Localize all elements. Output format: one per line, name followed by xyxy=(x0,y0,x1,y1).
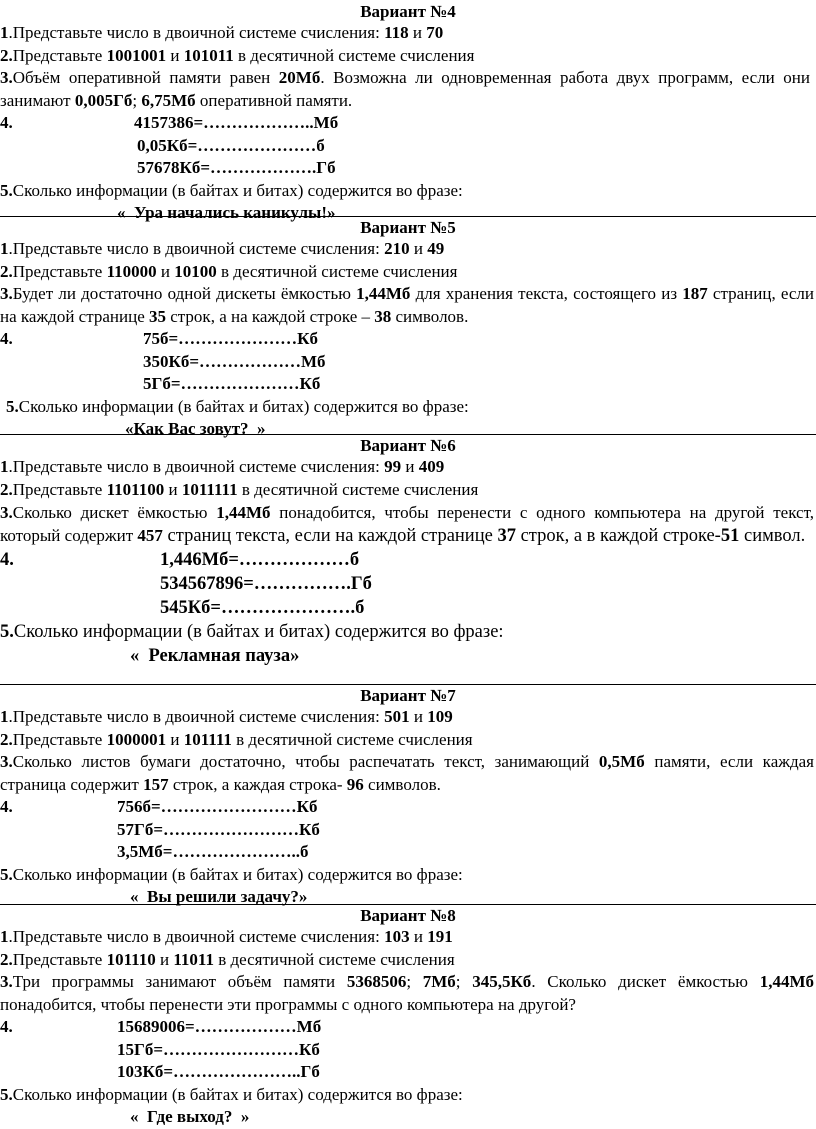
task-4 xyxy=(0,328,816,351)
number-b: 101111 xyxy=(183,729,232,749)
phrase-line xyxy=(0,1106,816,1129)
number-b: 70 xyxy=(426,23,444,42)
variant-title: Вариант №4 xyxy=(360,2,456,21)
task-text: Сколько информации (в байтах и битах) содержится во фразе: xyxy=(13,622,504,642)
task-text: Сколько информации (в байтах и битах) содержится во фразе: xyxy=(12,180,463,200)
task-1 xyxy=(0,22,816,45)
task-4-line-3 xyxy=(0,1061,816,1084)
conversion-item: 15689006=………………Мб xyxy=(117,1017,322,1036)
task-text: .Представьте число в двоичной системе счисления: xyxy=(8,927,385,946)
task-text: Представьте xyxy=(12,949,107,969)
value: 96 xyxy=(346,774,364,794)
number-a: 210 xyxy=(384,239,410,258)
conjunction: и xyxy=(401,457,419,476)
task-text: .Представьте число в двоичной системе счисления: xyxy=(8,239,385,258)
task-text: . Сколько дискет ёмкостью xyxy=(531,972,760,991)
task-4-block xyxy=(0,548,816,668)
task-text: символов. xyxy=(363,774,441,794)
task-text: памяти, если каждая страница содержит xyxy=(0,752,814,794)
task-4-line-2 xyxy=(0,135,816,158)
number-a: 110000 xyxy=(106,261,157,281)
number-a: 1001001 xyxy=(106,45,167,65)
task-text: Представьте xyxy=(12,261,107,281)
task-text: страниц текста, если на каждой странице xyxy=(162,526,498,546)
value: 5368506 xyxy=(346,972,407,991)
value: 157 xyxy=(143,774,169,794)
task-4-line-3 xyxy=(0,596,816,620)
number-a: 101110 xyxy=(106,949,156,969)
task-2 xyxy=(0,479,816,502)
task-number: 4. xyxy=(0,797,13,816)
task-2 xyxy=(0,261,816,284)
task-text: Представьте xyxy=(12,729,107,749)
task-2 xyxy=(0,949,816,972)
value: 1,44Мб xyxy=(356,284,411,303)
conversion-item: 15Гб=……………………Кб xyxy=(117,1039,320,1059)
task-number: 2. xyxy=(0,729,13,749)
task-text: Сколько информации (в байтах и битах) содержится во фразе: xyxy=(12,1084,463,1104)
task-text: .Представьте число в двоичной системе счисления: xyxy=(8,457,385,476)
number-b: 109 xyxy=(427,707,453,726)
task-text-tail: в десятичной системе счисления xyxy=(213,949,455,969)
task-number: 2. xyxy=(0,479,13,499)
number-a: 99 xyxy=(384,457,402,476)
number-a: 118 xyxy=(384,23,409,42)
number-b: 409 xyxy=(418,457,445,476)
task-text: ; xyxy=(406,972,423,991)
value: 20Мб xyxy=(278,68,321,87)
task-text: строк, а на каждой строке – xyxy=(166,306,375,326)
variant-6 xyxy=(0,434,816,668)
task-5 xyxy=(0,864,816,887)
task-text: .Представьте число в двоичной системе счисления: xyxy=(8,23,385,42)
variant-5 xyxy=(0,216,816,441)
conversion-item: 103Кб=…………………..Гб xyxy=(117,1062,320,1081)
number-b: 11011 xyxy=(173,949,214,969)
value: 345,5Кб xyxy=(472,972,532,991)
task-text: страниц, если на каждой странице xyxy=(0,284,814,326)
number-b: 49 xyxy=(427,239,445,258)
phrase: « Ура начались каникулы!» xyxy=(117,203,336,222)
value: 51 xyxy=(720,526,740,546)
conjunction: и xyxy=(408,23,427,42)
number-a: 501 xyxy=(384,707,410,726)
conversion-item: 5Гб=…………………Кб xyxy=(143,374,321,393)
task-text: Сколько дискет ёмкостью xyxy=(12,503,217,522)
task-3 xyxy=(0,751,814,796)
conversion-item: 0,05Кб=…………………б xyxy=(137,135,325,155)
task-4 xyxy=(0,1016,816,1039)
task-text: для хранения текста, состоящего из xyxy=(410,284,683,303)
task-5 xyxy=(0,396,816,419)
task-5 xyxy=(0,180,816,203)
phrase: « Вы решили задачу?» xyxy=(130,887,308,906)
task-1 xyxy=(0,706,816,729)
task-number: 2. xyxy=(0,949,13,969)
task-text: Сколько информации (в байтах и битах) содержится во фразе: xyxy=(12,864,463,884)
task-text-tail: в десятичной системе счисления xyxy=(233,45,475,65)
conjunction: и xyxy=(156,261,175,281)
variant-4 xyxy=(0,1,816,225)
task-text: ; xyxy=(455,972,473,991)
task-text: строк, а каждая строка- xyxy=(168,774,347,794)
value: 457 xyxy=(137,526,163,545)
task-number: 2. xyxy=(0,45,13,65)
task-number: 3. xyxy=(0,972,13,991)
task-text: ; xyxy=(132,90,142,110)
task-number: 4. xyxy=(0,113,13,132)
task-3 xyxy=(0,67,810,112)
conversion-item: 534567896=…………….Гб xyxy=(160,574,372,594)
number-b: 1011111 xyxy=(181,479,238,499)
value: 7Мб xyxy=(422,972,456,991)
task-5 xyxy=(0,1084,816,1107)
conjunction: и xyxy=(164,479,182,499)
phrase: « Рекламная пауза» xyxy=(130,646,300,666)
variant-7 xyxy=(0,684,816,909)
task-text-tail: в десятичной системе счисления xyxy=(237,479,479,499)
task-number: 5. xyxy=(6,396,19,416)
task-4-line-2 xyxy=(0,351,816,374)
task-number: 3. xyxy=(0,503,13,522)
task-text: понадобится, чтобы перенести с одного компьютера на другой текст, который содержит xyxy=(0,503,814,545)
task-number: 4. xyxy=(0,329,13,348)
task-text-tail: в десятичной системе счисления xyxy=(231,729,473,749)
task-text: Сколько листов бумаги достаточно, чтобы распечатать текст, занимающий xyxy=(12,752,599,771)
phrase: « Где выход? » xyxy=(130,1107,250,1126)
task-5 xyxy=(0,620,816,644)
conjunction: и xyxy=(409,707,428,726)
task-3 xyxy=(0,501,814,548)
number-a: 1101100 xyxy=(106,479,165,499)
conversion-item: 57Гб=……………………Кб xyxy=(117,819,320,839)
task-text: Будет ли достаточно одной дискеты ёмкостью xyxy=(12,284,357,303)
task-4-line-3 xyxy=(0,841,816,864)
task-1 xyxy=(0,238,816,261)
value: 35 xyxy=(149,306,166,326)
value: 6,75Мб xyxy=(141,90,196,110)
value: 187 xyxy=(682,284,708,303)
variant-title: Вариант №8 xyxy=(0,904,816,926)
task-number: 4. xyxy=(0,550,14,570)
variant-title: Вариант №5 xyxy=(0,216,816,238)
task-text: символов. xyxy=(391,306,469,326)
variant-title: Вариант №6 xyxy=(0,434,816,456)
task-number: 3. xyxy=(0,284,13,303)
task-number: 3. xyxy=(0,752,13,771)
task-4 xyxy=(0,796,816,819)
conversion-item: 4157386=………………..Мб xyxy=(134,113,339,132)
task-number: 2. xyxy=(0,261,13,281)
task-4-line-3 xyxy=(0,373,816,396)
task-text: . Возможна ли одновременная работа двух программ, если они занимают xyxy=(0,68,810,110)
phrase: «Как Вас зовут? » xyxy=(125,419,266,438)
task-text: .Представьте число в двоичной системе счисления: xyxy=(8,707,385,726)
conversion-item: 545Кб=………………….б xyxy=(160,598,365,618)
task-4-line-2 xyxy=(0,819,816,842)
variant-title: Вариант №7 xyxy=(0,684,816,706)
task-number: 1 xyxy=(0,23,9,42)
number-b: 101011 xyxy=(183,45,234,65)
task-1 xyxy=(0,926,816,949)
task-4 xyxy=(0,548,816,572)
task-3 xyxy=(0,283,814,328)
task-number: 5. xyxy=(0,1084,13,1104)
task-4-line-3 xyxy=(0,157,816,180)
value: 38 xyxy=(374,306,392,326)
task-number: 1 xyxy=(0,927,9,946)
task-number: 4. xyxy=(0,1017,13,1036)
conversion-item: 350Кб=………………Мб xyxy=(143,351,326,371)
value: 1,44Мб xyxy=(759,972,814,991)
task-2 xyxy=(0,45,816,68)
value: 37 xyxy=(497,526,516,546)
task-number: 1 xyxy=(0,239,9,258)
task-text: понадобится, чтобы перенести эти программы с одного компьютера на другой? xyxy=(0,994,576,1014)
task-number: 5. xyxy=(0,180,13,200)
conversion-item: 75б=…………………Кб xyxy=(143,329,319,348)
task-4 xyxy=(0,112,816,135)
task-text: оперативной памяти. xyxy=(195,90,353,110)
conjunction: и xyxy=(155,949,174,969)
task-text: строк, а в каждой строке- xyxy=(515,526,721,546)
phrase-line xyxy=(0,644,816,668)
variant-8 xyxy=(0,904,816,1129)
conversion-item: 1,446Мб=………………б xyxy=(160,550,360,570)
conjunction: и xyxy=(166,45,184,65)
task-2 xyxy=(0,729,816,752)
task-number: 1 xyxy=(0,457,9,476)
number-b: 191 xyxy=(427,927,453,946)
value: 0,005Гб xyxy=(74,90,133,110)
number-a: 1000001 xyxy=(106,729,167,749)
task-number: 5. xyxy=(0,864,13,884)
value: 1,44Мб xyxy=(216,503,271,522)
task-4-line-2 xyxy=(0,572,816,596)
task-number: 1 xyxy=(0,707,9,726)
conjunction: и xyxy=(166,729,184,749)
task-1 xyxy=(0,456,816,479)
task-text-tail: в десятичной системе счисления xyxy=(216,261,458,281)
conversion-item: 756б=……………………Кб xyxy=(117,797,318,816)
task-text: Представьте xyxy=(12,45,107,65)
task-number: 3. xyxy=(0,68,13,87)
conversion-item: 57678Кб=……………….Гб xyxy=(137,158,336,177)
number-a: 103 xyxy=(384,927,410,946)
task-text: Сколько информации (в байтах и битах) содержится во фразе: xyxy=(18,396,469,416)
task-text: Представьте xyxy=(12,479,107,499)
conversion-item: 3,5Мб=…………………..б xyxy=(117,842,309,861)
conjunction: и xyxy=(409,239,428,258)
task-text: символ. xyxy=(739,526,806,546)
task-4-line-2 xyxy=(0,1039,816,1062)
task-number: 5. xyxy=(0,622,14,642)
task-text: Объём оперативной памяти равен xyxy=(12,68,279,87)
value: 0,5Мб xyxy=(598,752,645,771)
number-b: 10100 xyxy=(174,261,217,281)
task-3 xyxy=(0,971,814,1016)
task-text: Три программы занимают объём памяти xyxy=(12,972,347,991)
conjunction: и xyxy=(409,927,428,946)
